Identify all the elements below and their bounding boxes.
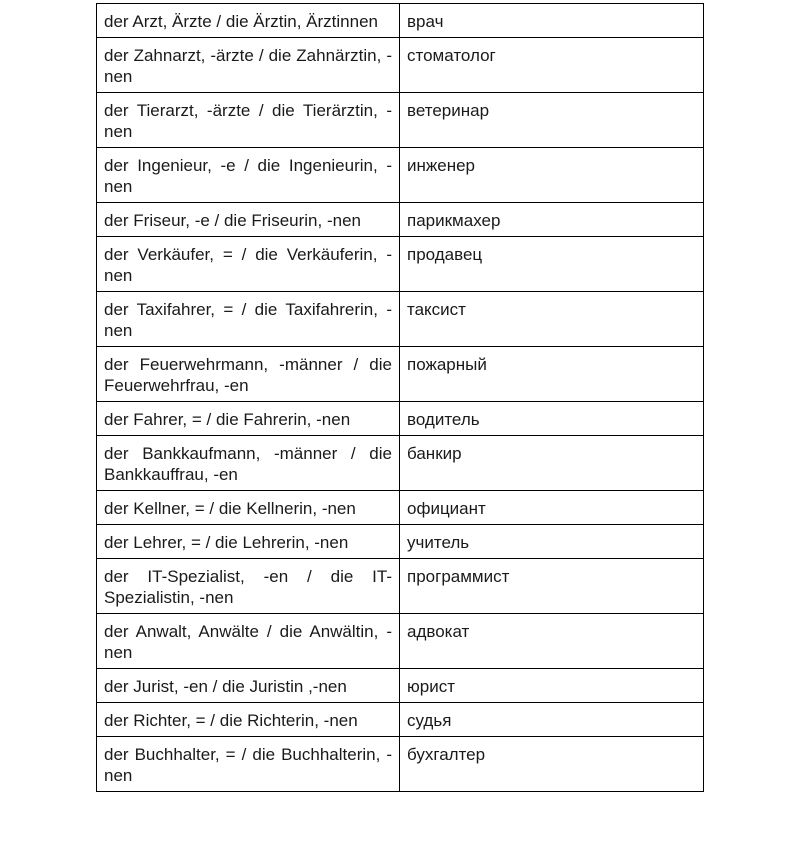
- russian-translation: юрист: [400, 669, 704, 703]
- russian-translation: банкир: [400, 436, 704, 491]
- german-term: der Arzt, Ärzte / die Ärztin, Ärztinnen: [97, 4, 400, 38]
- table-row: [97, 614, 704, 669]
- german-term: der Ingenieur, -e / die Ingenieurin, -nen: [97, 148, 400, 203]
- german-term: der Zahnarzt, -ärzte / die Zahnärztin, -nen: [97, 38, 400, 93]
- vocabulary-table-body: [97, 4, 704, 792]
- russian-translation: врач: [400, 4, 704, 38]
- table-row: [97, 737, 704, 792]
- table-row: [97, 669, 704, 703]
- german-term: der Buchhalter, = / die Buchhalterin, -nen: [97, 737, 400, 792]
- german-term: der Richter, = / die Richterin, -nen: [97, 703, 400, 737]
- table-row: [97, 347, 704, 402]
- german-term: der Bankkaufmann, -männer / die Bankkauffrau, -en: [97, 436, 400, 491]
- table-row: [97, 491, 704, 525]
- russian-translation: учитель: [400, 525, 704, 559]
- table-row: [97, 436, 704, 491]
- table-row: [97, 203, 704, 237]
- german-term: der Fahrer, = / die Fahrerin, -nen: [97, 402, 400, 436]
- russian-translation: бухгалтер: [400, 737, 704, 792]
- german-term: der Tierarzt, -ärzte / die Tierärztin, -nen: [97, 93, 400, 148]
- german-term: der Taxifahrer, = / die Taxifahrerin, -nen: [97, 292, 400, 347]
- german-term: der Verkäufer, = / die Verkäuferin, -nen: [97, 237, 400, 292]
- table-row: [97, 559, 704, 614]
- russian-translation: пожарный: [400, 347, 704, 402]
- table-row: [97, 525, 704, 559]
- russian-translation: адвокат: [400, 614, 704, 669]
- german-term: der IT-Spezialist, -en / die IT-Spezialistin, -nen: [97, 559, 400, 614]
- table-row: [97, 4, 704, 38]
- german-term: der Friseur, -e / die Friseurin, -nen: [97, 203, 400, 237]
- russian-translation: судья: [400, 703, 704, 737]
- russian-translation: парикмахер: [400, 203, 704, 237]
- german-term: der Anwalt, Anwälte / die Anwältin, -nen: [97, 614, 400, 669]
- table-row: [97, 703, 704, 737]
- vocabulary-table: [96, 3, 704, 792]
- german-term: der Jurist, -en / die Juristin ,-nen: [97, 669, 400, 703]
- russian-translation: ветеринар: [400, 93, 704, 148]
- table-row: [97, 292, 704, 347]
- german-term: der Feuerwehrmann, -männer / die Feuerwehrfrau, -en: [97, 347, 400, 402]
- german-term: der Lehrer, = / die Lehrerin, -nen: [97, 525, 400, 559]
- russian-translation: стоматолог: [400, 38, 704, 93]
- russian-translation: программист: [400, 559, 704, 614]
- russian-translation: таксист: [400, 292, 704, 347]
- table-row: [97, 402, 704, 436]
- table-row: [97, 237, 704, 292]
- table-row: [97, 93, 704, 148]
- russian-translation: водитель: [400, 402, 704, 436]
- table-row: [97, 38, 704, 93]
- russian-translation: официант: [400, 491, 704, 525]
- russian-translation: инженер: [400, 148, 704, 203]
- table-row: [97, 148, 704, 203]
- german-term: der Kellner, = / die Kellnerin, -nen: [97, 491, 400, 525]
- russian-translation: продавец: [400, 237, 704, 292]
